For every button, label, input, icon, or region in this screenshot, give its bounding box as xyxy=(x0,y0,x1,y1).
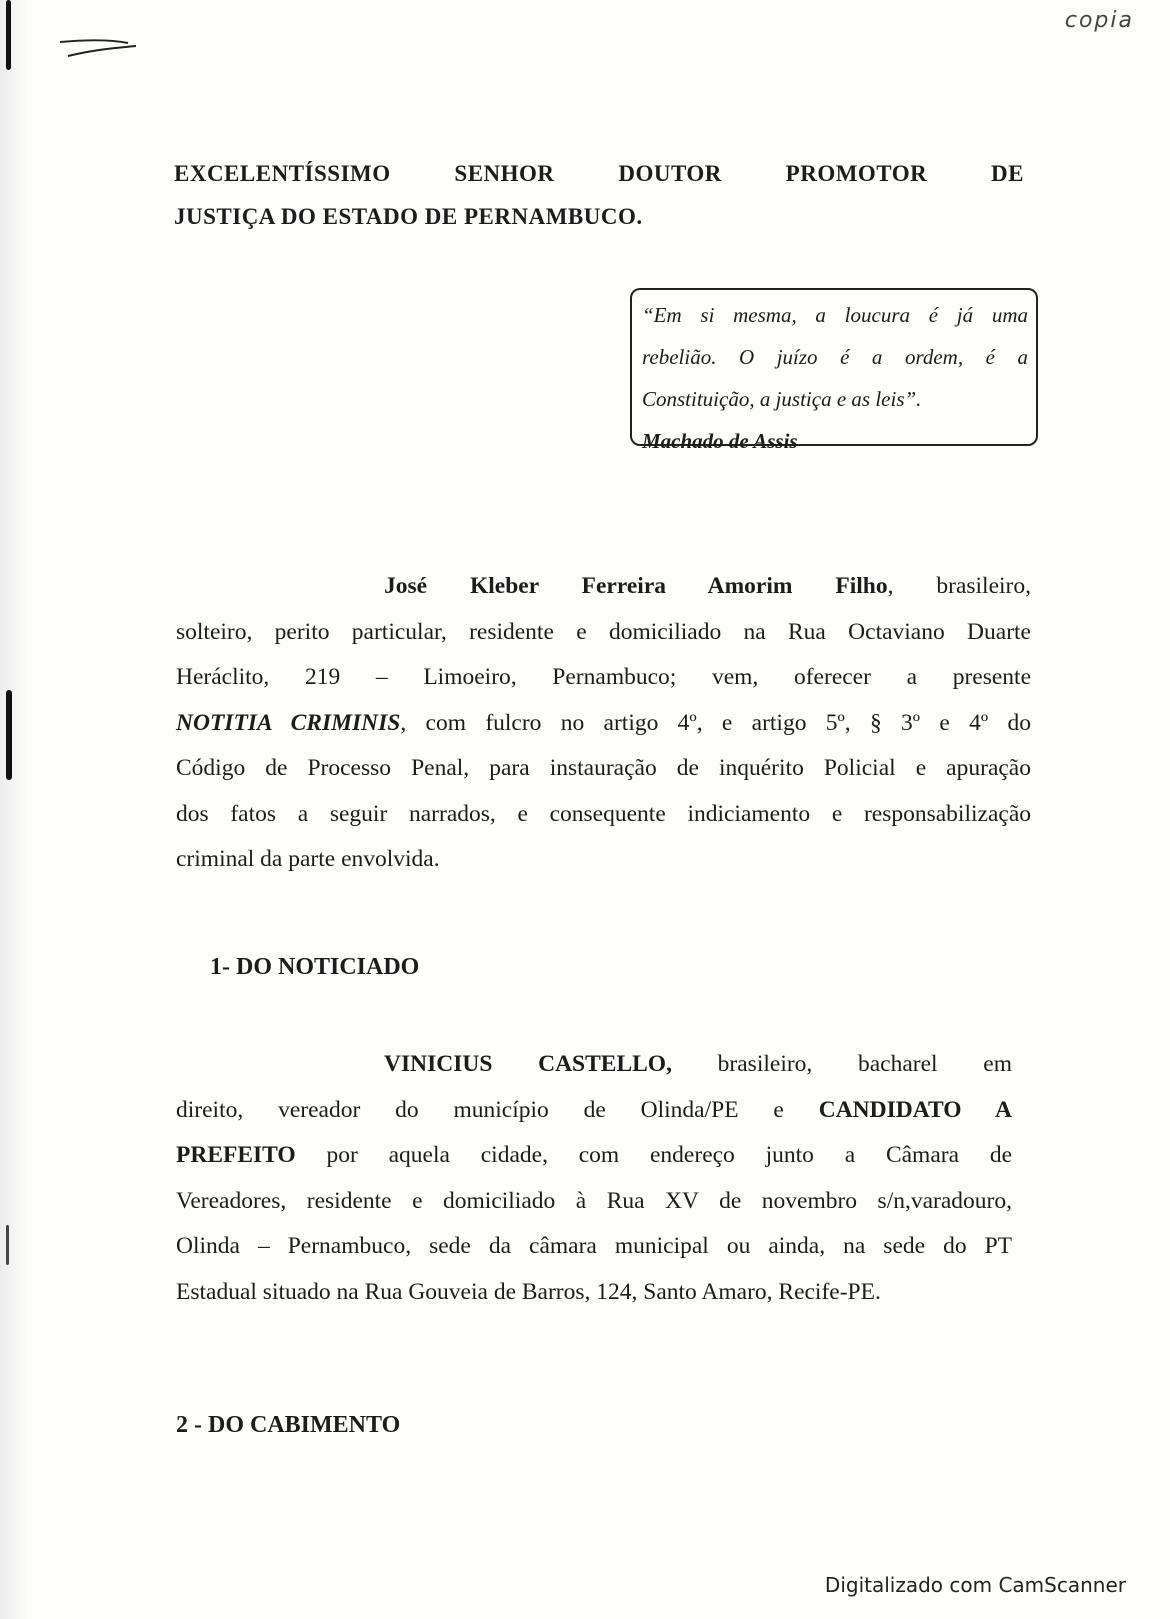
heading-word: DOUTOR xyxy=(618,161,722,186)
epigraph-line: “Em si mesma, a loucura é já uma xyxy=(642,303,1028,327)
epigraph-author: Machado de Assis xyxy=(642,429,798,453)
section-2-title: 2 - DO CABIMENTO xyxy=(176,1412,401,1438)
heading-word: PROMOTOR xyxy=(785,161,928,186)
intro-line: solteiro, perito particular, residente e domiciliado na Rua Octaviano Duarte xyxy=(176,618,1031,645)
section-1-paragraph xyxy=(176,1042,1012,1315)
intro-line: José Kleber Ferreira Amorim Filho, brasileiro, xyxy=(384,573,1031,599)
page-edge-shadow xyxy=(0,0,28,1619)
heading-word: SENHOR xyxy=(454,161,555,186)
intro-line: Heráclito, 219 – Limoeiro, Pernambuco; vem, oferecer a presente xyxy=(176,664,1031,690)
complainant-name: José Kleber Ferreira Amorim Filho xyxy=(384,573,888,599)
addressee-heading xyxy=(174,152,1024,238)
intro-line: dos fatos a seguir narrados, e consequente indiciamento e responsabilização xyxy=(176,800,1031,827)
section-1-line: VINICIUS CASTELLO, brasileiro, bacharel em xyxy=(384,1051,1012,1077)
handwritten-copia-note: copia xyxy=(1064,8,1134,33)
intro-line: Código de Processo Penal, para instauração de inquérito Policial e apuração xyxy=(176,755,1031,781)
binding-mark-top xyxy=(6,0,11,70)
section-1-line: Vereadores, residente e domiciliado à Rua XV de novembro s/n,varadouro, xyxy=(176,1187,1012,1214)
section-1-title: 1- DO NOTICIADO xyxy=(210,954,420,980)
binding-mark-middle xyxy=(6,690,12,780)
pen-stroke-mark xyxy=(58,34,138,64)
epigraph-box xyxy=(630,288,1038,453)
section-1-line: Olinda – Pernambuco, sede da câmara municipal ou ainda, na sede do PT xyxy=(176,1233,1012,1259)
heading-line-1 xyxy=(174,152,1024,195)
intro-line: criminal da parte envolvida. xyxy=(176,846,440,872)
section-1-line: PREFEITO por aquela cidade, com endereço junto a Câmara de xyxy=(176,1142,1012,1168)
section-1-line: direito, vereador do município de Olinda/PE e CANDIDATO A xyxy=(176,1096,1013,1123)
heading-word: DE xyxy=(991,161,1024,186)
epigraph-line: Constituição, a justiça e as leis”. xyxy=(642,387,922,411)
intro-line: NOTITIA CRIMINIS, com fulcro no artigo 4º, e artigo 5º, § 3º e 4º do xyxy=(176,709,1031,736)
heading-line-2: JUSTIÇA DO ESTADO DE PERNAMBUCO. xyxy=(174,204,643,229)
epigraph-line: rebelião. O juízo é a ordem, é a xyxy=(642,345,1028,369)
binding-mark-lower xyxy=(6,1225,9,1265)
notitia-criminis-term: NOTITIA CRIMINIS xyxy=(176,709,401,736)
accused-name: VINICIUS CASTELLO, xyxy=(384,1051,672,1077)
section-1-line: Estadual situado na Rua Gouveia de Barros, 124, Santo Amaro, Recife-PE. xyxy=(176,1278,881,1305)
scanner-watermark: Digitalizado com CamScanner xyxy=(824,1573,1126,1597)
intro-paragraph xyxy=(176,564,1031,883)
heading-word: EXCELENTÍSSIMO xyxy=(174,161,391,186)
